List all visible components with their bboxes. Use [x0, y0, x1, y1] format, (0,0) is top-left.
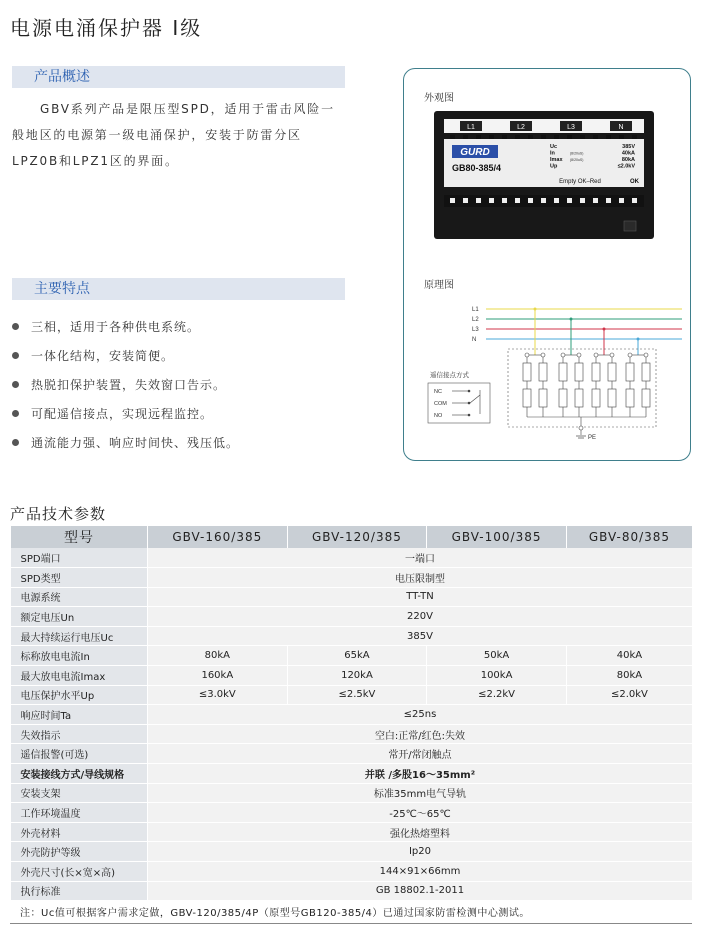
contact-label: NO [434, 413, 443, 419]
bottom-slot [463, 198, 468, 203]
feature-item [12, 372, 345, 401]
ok-mark: OK [630, 179, 639, 185]
spec-label: 执行标准 [11, 881, 148, 901]
spec-value: ≤25ns [148, 705, 693, 725]
spec-row [11, 548, 693, 568]
bottom-slot [476, 198, 481, 203]
bottom-slot [554, 198, 559, 203]
device-spec-name: Imax [550, 157, 563, 163]
bottom-slot [619, 198, 624, 203]
spec-row [11, 862, 693, 882]
bus-label: L2 [472, 317, 479, 323]
contact-label: COM [434, 401, 447, 407]
spec-label: 额定电压Un [11, 607, 148, 627]
model-col-3: GBV-100/385 [427, 526, 567, 548]
varistor [559, 363, 567, 381]
varistor [642, 363, 650, 381]
varistor [539, 363, 547, 381]
overview-heading: 产品概述 [12, 66, 345, 88]
module-node [628, 353, 632, 357]
device-spec-note: (8/20uS) [570, 151, 584, 156]
pe-label: PE [588, 435, 597, 441]
terminal-label: L1 [467, 124, 475, 131]
bullet-icon [12, 323, 19, 330]
bullet-icon [12, 381, 19, 388]
spec-value: Ip20 [148, 842, 693, 862]
bus-label: N [472, 337, 477, 343]
spec-label: 最大持续运行电压Uc [11, 626, 148, 646]
feature-item [12, 314, 345, 343]
remote-contact-label: 遥信接点方式 [430, 371, 469, 379]
spec-value: 385V [148, 626, 693, 646]
spec-row [11, 626, 693, 646]
model-header: 型号 [11, 526, 148, 548]
device-spec-value: 80kA [621, 157, 635, 163]
spec-label: 外壳尺寸(长×宽×高) [11, 862, 148, 882]
bus-label: L1 [472, 307, 479, 313]
spec-label: 安装支架 [11, 783, 148, 803]
feature-text: 一体化结构，安装简便。 [31, 349, 175, 363]
device-spec-note: (8/20uS) [570, 158, 584, 162]
varistor [539, 389, 547, 407]
spec-value: ≤2.2kV [427, 685, 567, 705]
module-node [525, 353, 529, 357]
module-node [644, 353, 648, 357]
spec-row [11, 685, 693, 705]
spec-value: -25℃～65℃ [148, 803, 693, 823]
feature-text: 热脱扣保护装置，失效窗口告示。 [31, 378, 227, 392]
spec-value: 标准35mm电气导轨 [148, 783, 693, 803]
feature-text: 三相，适用于各种供电系统。 [31, 320, 201, 334]
spec-row [11, 568, 693, 588]
device-model: GB80-385/4 [452, 163, 502, 173]
contact-node [468, 402, 471, 405]
varistor [642, 389, 650, 407]
spec-value: ≤3.0kV [148, 685, 288, 705]
spec-row [11, 803, 693, 823]
spec-value: 常开/常闭触点 [148, 744, 693, 764]
specs-heading: 产品技术参数 [10, 505, 107, 523]
feature-item [12, 343, 345, 372]
varistor [559, 389, 567, 407]
device-spec-name: In [550, 150, 555, 157]
model-col-1: GBV-160/385 [148, 526, 288, 548]
spec-label: SPD端口 [11, 548, 148, 568]
spec-row [11, 666, 693, 686]
indicator-text: Empty OK–Red [559, 179, 601, 185]
device-spec-name: Uc [550, 144, 558, 150]
spec-label: 安装接线方式/导线规格 [11, 764, 148, 784]
module-node [541, 353, 545, 357]
spec-value: 160kA [148, 666, 288, 686]
device-photo [430, 111, 660, 241]
spec-value: GB 18802.1-2011 [148, 881, 693, 901]
feature-item [12, 430, 345, 459]
circuit-diagram [424, 297, 686, 447]
varistor [626, 389, 634, 407]
tap-node [534, 308, 537, 311]
spec-label: 标称放电电流In [11, 646, 148, 666]
table-note: 注：Uc值可根据客户需求定做，GBV-120/385/4P（原型号GB120-385/4）已通过国家防雷检测中心测试。 [20, 908, 530, 919]
spec-label: 最大放电电流Imax [11, 666, 148, 686]
varistor [592, 389, 600, 407]
device-spec-value: 40kA [621, 150, 635, 157]
spec-value: 220V [148, 607, 693, 627]
feature-text: 通流能力强、响应时间快、残压低。 [31, 436, 240, 450]
overview-text [12, 96, 345, 174]
spec-value: 并联 /多股16～35mm² [148, 764, 693, 784]
specs-table [10, 526, 692, 901]
varistor [592, 363, 600, 381]
spec-value: 一端口 [148, 548, 693, 568]
model-col-2: GBV-120/385 [287, 526, 427, 548]
model-col-4: GBV-80/385 [566, 526, 692, 548]
spec-value: ≤2.0kV [566, 685, 692, 705]
product-image-panel [403, 68, 691, 461]
bottom-slot [489, 198, 494, 203]
bottom-slot [528, 198, 533, 203]
module-boundary [508, 349, 656, 427]
module-node [561, 353, 565, 357]
bottom-slot [580, 198, 585, 203]
spec-label: 响应时间Ta [11, 705, 148, 725]
spec-label: 外壳材料 [11, 822, 148, 842]
page-title: 电源电涌保护器 I级 [10, 16, 203, 40]
spec-label: 失效指示 [11, 724, 148, 744]
device-spec-value: ≤2.0kV [617, 163, 635, 170]
bus-label: L3 [472, 327, 479, 333]
spec-value: 强化热熔塑料 [148, 822, 693, 842]
specs-header-row [11, 526, 693, 548]
spec-row [11, 724, 693, 744]
appearance-label: 外观图 [424, 93, 454, 104]
varistor [608, 363, 616, 381]
tap-node [570, 318, 573, 321]
device-spec-name: Up [550, 163, 558, 170]
module-node [577, 353, 581, 357]
bottom-slot [593, 198, 598, 203]
spec-value: 120kA [287, 666, 427, 686]
bullet-icon [12, 410, 19, 417]
spec-value: 80kA [566, 666, 692, 686]
bottom-slot [515, 198, 520, 203]
varistor [626, 363, 634, 381]
spec-value: 144×91×66mm [148, 862, 693, 882]
spec-row [11, 822, 693, 842]
features-heading: 主要特点 [12, 278, 345, 300]
brand-text: GURD [460, 147, 490, 158]
bullet-icon [12, 439, 19, 446]
spec-row [11, 764, 693, 784]
bottom-slot [567, 198, 572, 203]
spec-value: 电压限制型 [148, 568, 693, 588]
bullet-icon [12, 352, 19, 359]
module-node [594, 353, 598, 357]
spec-label: 遥信报警(可选) [11, 744, 148, 764]
spec-row [11, 705, 693, 725]
spec-row [11, 646, 693, 666]
ground-terminal [624, 221, 636, 231]
varistor [575, 389, 583, 407]
spec-value: 空白:正常/红色:失效 [148, 724, 693, 744]
terminal-label: N [618, 124, 624, 131]
spec-value: 40kA [566, 646, 692, 666]
spec-value: TT-TN [148, 587, 693, 607]
tap-node [603, 328, 606, 331]
spec-row [11, 607, 693, 627]
spec-label: 工作环境温度 [11, 803, 148, 823]
spec-row [11, 587, 693, 607]
spec-value: 100kA [427, 666, 567, 686]
feature-item [12, 401, 345, 430]
pe-node [579, 426, 583, 430]
bottom-slot [606, 198, 611, 203]
spec-value: 50kA [427, 646, 567, 666]
overview-paragraph: GBV系列产品是限压型SPD，适用于雷击风险一般地区的电源第一级电涌保护，安装于防雷分区LPZ0B和LPZ1区的界面。 [12, 102, 335, 168]
varistor [523, 363, 531, 381]
module-node [610, 353, 614, 357]
contact-label: NC [434, 389, 442, 395]
bottom-slot [632, 198, 637, 203]
device-spec-value: 385V [622, 144, 635, 150]
feature-text: 可配遥信接点，实现远程监控。 [31, 407, 214, 421]
bottom-slot [450, 198, 455, 203]
schematic-label: 原理图 [424, 280, 454, 291]
contact-node [468, 390, 471, 393]
tap-node [637, 338, 640, 341]
varistor [575, 363, 583, 381]
spec-row [11, 744, 693, 764]
spec-label: 电源系统 [11, 587, 148, 607]
varistor [608, 389, 616, 407]
terminal-label: L2 [517, 124, 525, 131]
spec-label: 电压保护水平Up [11, 685, 148, 705]
spec-value: 80kA [148, 646, 288, 666]
bottom-slot [502, 198, 507, 203]
bottom-slot [541, 198, 546, 203]
features-list [12, 314, 345, 459]
spec-row [11, 783, 693, 803]
bottom-divider [10, 923, 692, 924]
spec-value: ≤2.5kV [287, 685, 427, 705]
spec-label: 外壳防护等级 [11, 842, 148, 862]
spec-row [11, 842, 693, 862]
spec-value: 65kA [287, 646, 427, 666]
terminal-label: L3 [567, 124, 575, 131]
spec-row [11, 881, 693, 901]
varistor [523, 389, 531, 407]
contact-node [468, 414, 471, 417]
spec-label: SPD类型 [11, 568, 148, 588]
